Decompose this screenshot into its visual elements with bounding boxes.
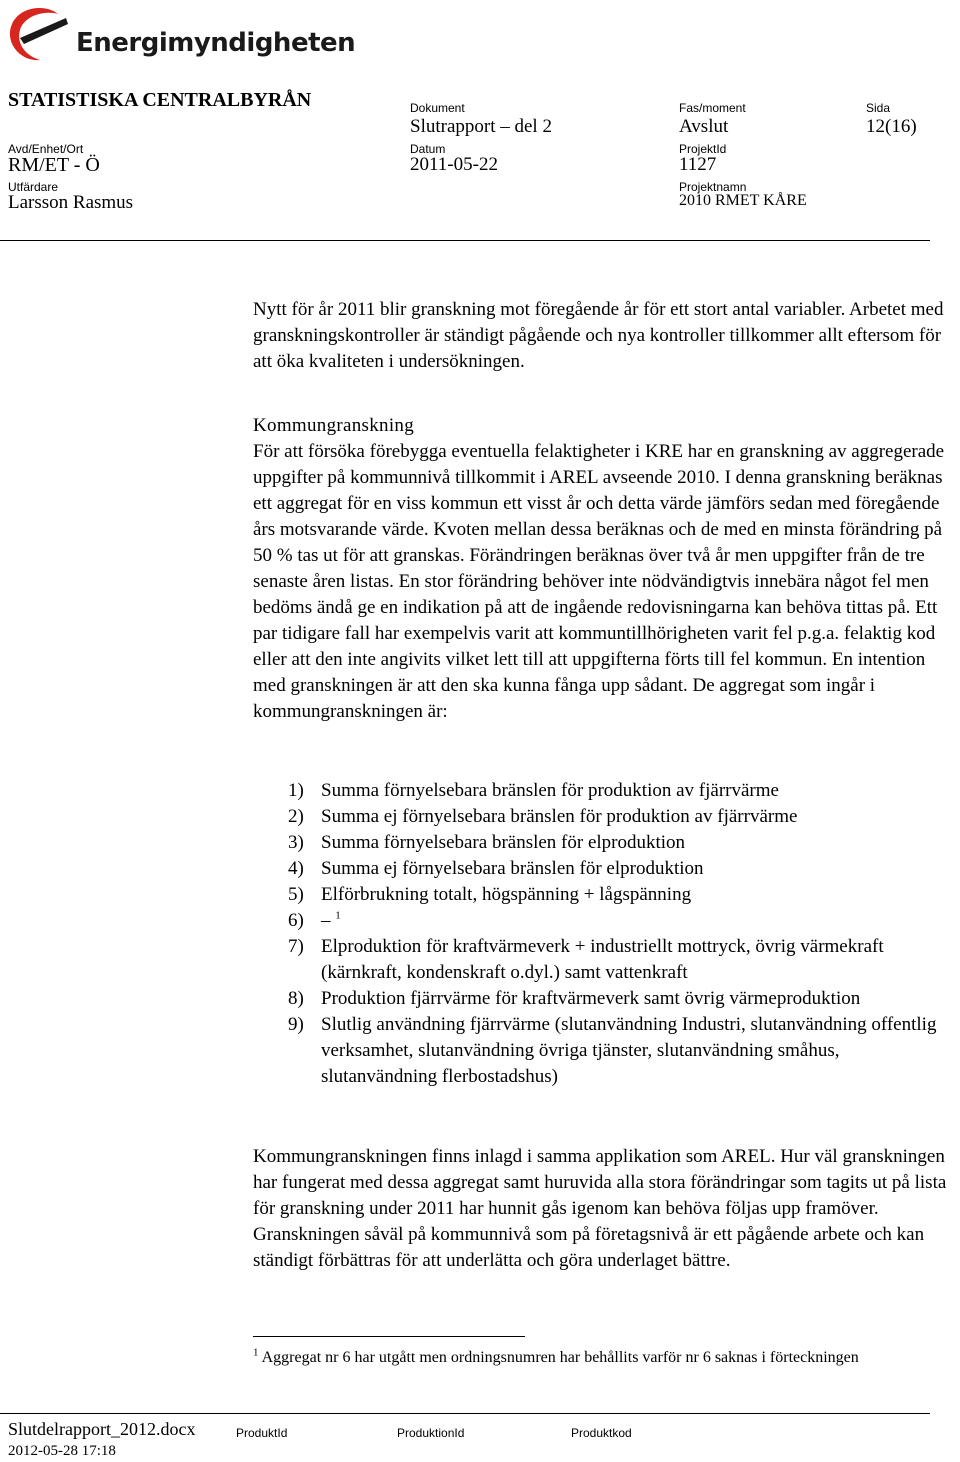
projektid-label: ProjektId — [679, 142, 727, 156]
projektnamn-label: Projektnamn — [679, 180, 747, 194]
list-item: 1) Summa förnyelsebara bränslen för produktion av fjärrvärme — [288, 780, 779, 801]
dokument-value: Slutrapport – del 2 — [410, 116, 552, 137]
list-item: 6) – $^1$ — [288, 909, 341, 931]
logo-wordmark: Energimyndigheten — [76, 28, 356, 58]
footer-divider — [0, 1413, 930, 1414]
footer-produktkod-label: Produktkod — [571, 1426, 632, 1440]
footnote — [253, 1346, 893, 1369]
footer-timestamp: 2012-05-28 17:18 — [8, 1443, 116, 1459]
sida-value: 12(16) — [866, 116, 917, 137]
closing-block — [253, 1144, 958, 1274]
header-divider — [0, 240, 930, 241]
footer-filename: Slutdelrapport_2012.docx — [8, 1419, 196, 1439]
footnote-separator — [253, 1336, 525, 1337]
footnote-number: 1 — [253, 1346, 259, 1359]
projektid-value: 1127 — [679, 154, 717, 175]
list-item: 7) Elproduktion för kraftvärmeverk + industriellt mottryck, övrig värmekraft (kärnkraft, kondenskraft o.dyl.) samt vattenkraft — [288, 936, 884, 983]
section-paragraph: För att försöka förebygga eventuella felaktigheter i KRE har en granskning av aggregerade uppgifter på kommunnivå tillkommit i AREL avseende 2010. I denna granskning beräknas ett aggregat för en viss kommun ett visst år och detta värde jämförs sedan med föregående års motsvarande värde. Kvoten mellan dessa beräknas och de med en minsta förändring på 50 % tas ut för att granskas. Förändringen beräknas över två år men uppgifter från de tre senaste åren listas. En stor förändring behöver inte nödvändigtvis innebära något fel men bedöms ändå ge en indikation på att de ingående redovisningarna kan behöva tittas på. Ett par tidigare fall har exempelvis varit att kommuntillhörigheten varit fel p.g.a. felaktig kod eller att den inte angivits vilket lett till att uppgifterna förts till fel kommun. En intention med granskningen är att den ska kunna fånga upp sådant. De aggregat som ingår i kommungranskningen är: — [253, 441, 945, 722]
avd-label: Avd/Enhet/Ort — [8, 142, 84, 156]
sender-name: STATISTISKA CENTRALBYRÅN — [8, 89, 312, 111]
utfardare-value: Larsson Rasmus — [8, 192, 134, 213]
avd-value: RM/ET - Ö — [8, 154, 100, 176]
footer-produktionid-label: ProduktionId — [397, 1426, 465, 1440]
intro-block — [253, 297, 958, 375]
intro-paragraph: Nytt för år 2011 blir granskning mot föregående år för ett stort antal variabler. Arbetet med granskningskontroller är ständigt pågående och nya kontroller tillkommer allt eftersom för att öka kvaliteten i undersökningen. — [253, 299, 944, 372]
footnote-ref[interactable]: 1 — [335, 909, 341, 922]
list-item: 2) Summa ej förnyelsebara bränslen för produktion av fjärrvärme — [288, 806, 798, 827]
footnote-text: Aggregat nr 6 har utgått men ordningsnumren har behållits varför nr 6 saknas i förteckningen — [261, 1349, 859, 1366]
footer-produktid-label: ProduktId — [236, 1426, 288, 1440]
kommungranskning-block — [253, 413, 958, 725]
sida-label: Sida — [866, 101, 891, 115]
list-item: 9) Slutlig användning fjärrvärme (slutanvändning Industri, slutanvändning offentlig verksamhet, slutanvändning övriga tjänster, slutanvändning småhus, slutanvändning flerbostadshus) — [288, 1014, 937, 1087]
energimyndigheten-logo — [6, 4, 356, 68]
list-item: 4) Summa ej förnyelsebara bränslen för elproduktion — [288, 858, 704, 879]
aggregate-list — [288, 778, 948, 1090]
fas-value: Avslut — [679, 116, 729, 137]
dokument-label: Dokument — [410, 101, 465, 115]
logo-swoosh-icon — [6, 4, 76, 68]
list-item: 3) Summa förnyelsebara bränslen för elproduktion — [288, 832, 686, 853]
fas-label: Fas/moment — [679, 101, 746, 115]
projektnamn-value: 2010 RMET KÅRE — [679, 192, 807, 209]
utfardare-label: Utfärdare — [8, 180, 59, 194]
datum-label: Datum — [410, 142, 446, 156]
list-item: 5) Elförbrukning totalt, högspänning + lågspänning — [288, 884, 692, 905]
section-heading: Kommungranskning — [253, 415, 415, 436]
list-item: 8) Produktion fjärrvärme för kraftvärmeverk samt övrig värmeproduktion — [288, 988, 861, 1009]
datum-value: 2011-05-22 — [410, 154, 498, 175]
closing-paragraph: Kommungranskningen finns inlagd i samma applikation som AREL. Hur väl granskningen har fungerat med dessa aggregat samt huruvida alla stora förändringar som tagits ut på lista för granskning under 2011 har hunnit gås igenom kan behöva följas upp framöver. Granskningen såväl på kommunnivå som på företagsnivå är ett pågående arbete och kan ständigt förbättras för att underlätta och göra underlaget bättre. — [253, 1146, 947, 1271]
